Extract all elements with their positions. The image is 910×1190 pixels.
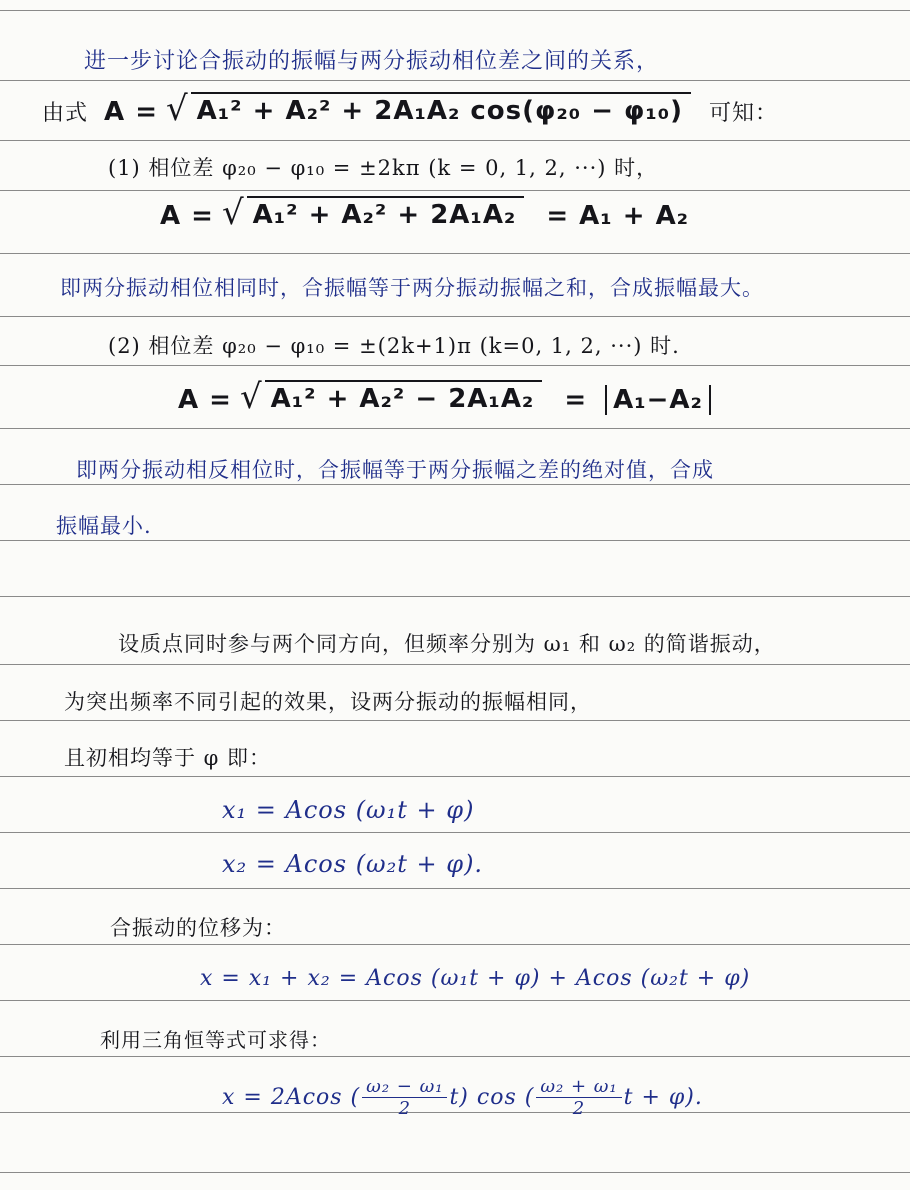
ruled-line: [0, 776, 910, 777]
fraction-numerator: ω₂ + ω₁: [536, 1076, 621, 1098]
fraction-sum: [536, 1076, 621, 1119]
formula-line-7: [178, 377, 711, 417]
ruled-line: [0, 720, 910, 721]
formula-amplitude-left: A =: [178, 385, 232, 415]
text-line-3: (1) 相位差 φ₂₀ − φ₁₀ = ±2kπ (k = 0, 1, 2, ···) 时，: [108, 156, 659, 180]
radicand: A₁² + A₂² + 2A₁A₂ cos(φ₂₀ − φ₁₀): [191, 92, 691, 126]
sqrt-expression: [221, 193, 524, 233]
text-line-2: [42, 89, 779, 129]
fraction-denominator: 2: [572, 1098, 586, 1119]
equation-x2: x₂ = Acos (ω₂t + φ).: [222, 850, 484, 878]
formula-result: = A₁ + A₂: [546, 201, 690, 231]
ruled-line: [0, 1000, 910, 1001]
ruled-line: [0, 253, 910, 254]
text-line-5: 即两分振动相位相同时，合振幅等于两分振动振幅之和，合成振幅最大。: [60, 276, 764, 300]
ruled-line: [0, 664, 910, 665]
radicand: A₁² + A₂² − 2A₁A₂: [265, 380, 543, 414]
text-line-8: 即两分振动相反相位时，合振幅等于两分振幅之差的绝对值，合成: [76, 458, 714, 482]
fraction-numerator: ω₂ − ω₁: [362, 1076, 447, 1098]
text-line-10: 设质点同时参与两个同方向，但频率分别为 ω₁ 和 ω₂ 的简谐振动，: [118, 632, 776, 656]
text-line-15: 合振动的位移为：: [110, 916, 286, 940]
radicand: A₁² + A₂² + 2A₁A₂: [247, 196, 525, 230]
equation-sum: x = x₁ + x₂ = Acos (ω₁t + φ) + Acos (ω₂t + φ): [200, 966, 751, 991]
ruled-line: [0, 80, 910, 81]
formula-equals: =: [564, 385, 588, 415]
final-prefix: x = 2Acos (: [222, 1085, 361, 1110]
text-line-1: 进一步讨论合振动的振幅与两分振动相位差之间的关系，: [84, 49, 660, 74]
fraction-difference: [362, 1076, 447, 1119]
formula-line-4: [160, 193, 690, 233]
ruled-line: [0, 484, 910, 485]
ruled-line: [0, 10, 910, 11]
equation-x1: x₁ = Acos (ω₁t + φ): [222, 796, 475, 824]
sqrt-sign: √: [221, 193, 245, 233]
formula-amplitude-left: A =: [104, 97, 158, 127]
text-line-11: 为突出频率不同引起的效果，设两分振动的振幅相同，: [64, 690, 592, 714]
ruled-line: [0, 140, 910, 141]
final-suffix: t + φ).: [623, 1085, 703, 1110]
formula-amplitude-left: A =: [160, 201, 214, 231]
sqrt-expression: [239, 377, 542, 417]
ruled-line: [0, 832, 910, 833]
sqrt-expression: [165, 89, 691, 129]
text-line-17: 利用三角恒等式可求得：: [100, 1028, 331, 1052]
ruled-line: [0, 365, 910, 366]
fraction-denominator: 2: [398, 1098, 412, 1119]
ruled-line: [0, 428, 910, 429]
ruled-line: [0, 190, 910, 191]
equation-final: [222, 1076, 703, 1119]
text-line-6: (2) 相位差 φ₂₀ − φ₁₀ = ±(2k+1)π (k=0, 1, 2, ···) 时.: [108, 334, 680, 358]
sqrt-sign: √: [239, 377, 263, 417]
ruled-line: [0, 1056, 910, 1057]
absolute-value: A₁−A₂: [605, 385, 711, 415]
text-line-12: 且初相均等于 φ 即：: [64, 746, 272, 770]
ruled-line: [0, 540, 910, 541]
ruled-line: [0, 596, 910, 597]
line2-prefix: 由式: [42, 101, 89, 126]
ruled-line: [0, 944, 910, 945]
sqrt-sign: √: [165, 89, 189, 129]
final-mid: t) cos (: [449, 1085, 535, 1110]
ruled-line: [0, 316, 910, 317]
ruled-line: [0, 888, 910, 889]
line2-suffix: 可知：: [709, 101, 779, 126]
text-line-9: 振幅最小.: [56, 514, 152, 538]
ruled-line: [0, 1172, 910, 1173]
